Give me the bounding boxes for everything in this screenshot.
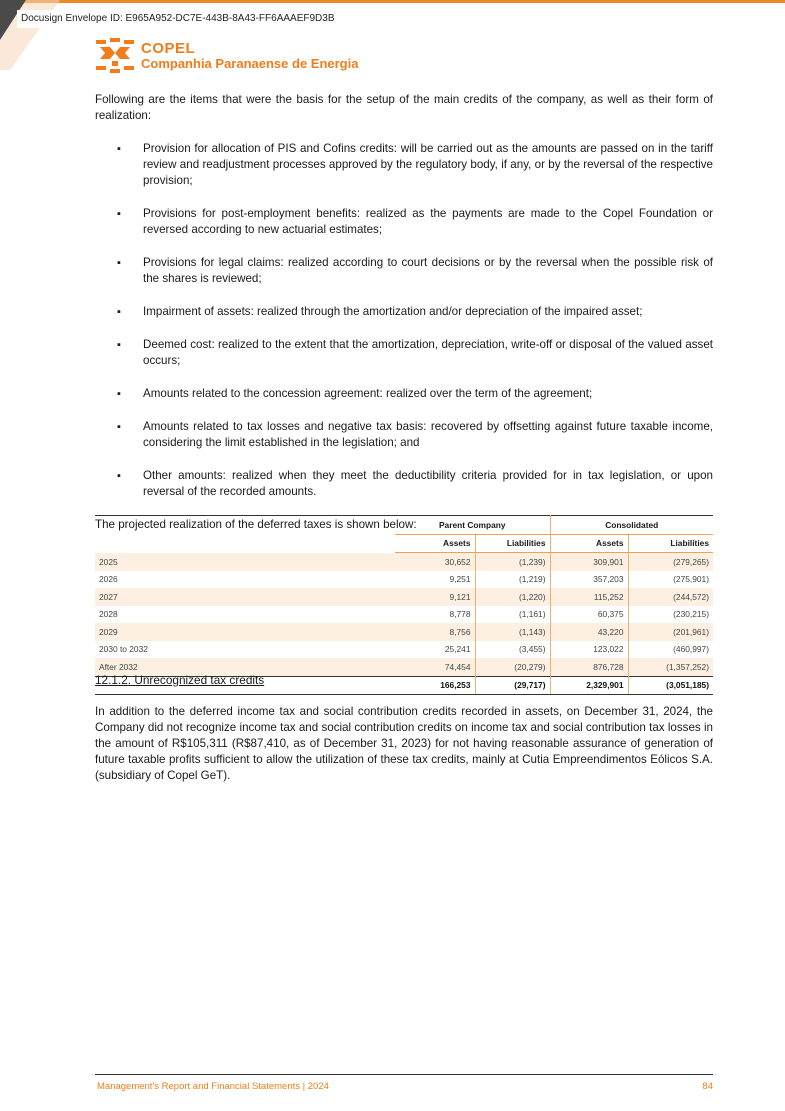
cell-consolidated-assets: 115,252 — [550, 588, 628, 606]
row-label: 2028 — [99, 609, 118, 620]
page-number: 84 — [702, 1081, 713, 1092]
cell-consolidated-liabilities: (460,997) — [673, 644, 709, 655]
list-item — [95, 419, 713, 451]
bullet-icon: ▪ — [117, 470, 121, 482]
list-item — [95, 386, 713, 402]
brand-full-name: Companhia Paranaense de Energia — [141, 56, 359, 71]
main-content — [95, 92, 713, 533]
section-title: 12.1.2. Unrecognized tax credits — [95, 673, 265, 687]
table-row — [95, 606, 713, 624]
list-item-text: Provisions for legal claims: realized according to court decisions or by the reversal when the possible risk of the shares is reviewed; — [143, 256, 713, 285]
col-parent-liabilities: Liabilities — [475, 534, 550, 553]
cell-parent-liabilities: (1,220) — [475, 588, 550, 606]
cell-parent-liabilities: (1,239) — [475, 553, 550, 571]
footer-title: Management's Report and Financial Statements | 2024 — [97, 1081, 329, 1092]
row-label: 2026 — [99, 574, 118, 585]
list-item — [95, 206, 713, 238]
list-item — [95, 255, 713, 287]
cell-parent-assets: 9,251 — [395, 571, 475, 589]
list-item-text: Provisions for post-employment benefits: realized as the payments are made to the Copel Foundation or reversed according to new actuarial estimates; — [143, 207, 713, 236]
total-consolidated-assets: 2,329,901 — [550, 676, 628, 695]
section-body: In addition to the deferred income tax and social contribution credits recorded in assets, on December 31, 2024, the Company did not recognize income tax and social contribution credits on income tax and social contribution tax losses in the amount of R$105,311 (R$87,410, as of December 31, 2023) for not having reasonable assurance of generation of future taxable profits sufficient to allow the utilization of these tax credits, mainly at Cutia Empreendimentos Eólicos S.A. (subsidiary of Copel GeT). — [95, 705, 713, 782]
cell-consolidated-assets: 876,728 — [550, 658, 628, 676]
deferred-taxes-table — [95, 515, 713, 695]
cell-consolidated-assets: 43,220 — [550, 623, 628, 641]
cell-parent-assets: 74,454 — [395, 658, 475, 676]
list-item-text: Amounts related to tax losses and negative tax basis: recovered by offsetting against future taxable income, considering the limit established in the legislation; and — [143, 420, 713, 449]
list-item — [95, 468, 713, 500]
cell-consolidated-assets: 357,203 — [550, 571, 628, 589]
cell-parent-liabilities: (1,143) — [475, 623, 550, 641]
list-item — [95, 141, 713, 189]
cell-parent-assets: 9,121 — [395, 588, 475, 606]
list-item — [95, 304, 713, 320]
bullet-icon: ▪ — [117, 339, 121, 351]
cell-parent-assets: 8,778 — [395, 606, 475, 624]
cell-parent-liabilities: (20,279) — [475, 658, 550, 676]
total-parent-assets: 166,253 — [395, 676, 475, 695]
cell-parent-liabilities: (1,161) — [475, 606, 550, 624]
bullet-icon: ▪ — [117, 388, 121, 400]
row-label: 2025 — [95, 553, 395, 571]
cell-consolidated-assets: 123,022 — [550, 641, 628, 659]
row-label: 2027 — [95, 588, 395, 606]
total-parent-liabilities: (29,717) — [475, 676, 550, 695]
total-consolidated-liabilities: (3,051,185) — [628, 676, 713, 695]
docusign-envelope-id: Docusign Envelope ID: E965A952-DC7E-443B-8A43-FF6AAAEF9D3B — [17, 10, 339, 28]
row-label: 2029 — [95, 623, 395, 641]
table-group-header — [95, 516, 713, 535]
intro-paragraph: Following are the items that were the basis for the setup of the main credits of the company, as well as their form of realization: — [95, 93, 713, 122]
cell-parent-assets: 8,756 — [395, 623, 475, 641]
table-column-header — [95, 534, 713, 553]
cell-consolidated-liabilities: (1,357,252) — [628, 658, 713, 676]
bullet-icon: ▪ — [117, 208, 121, 220]
brand-name: COPEL — [141, 40, 196, 57]
credits-list — [95, 141, 713, 500]
row-label: 2030 to 2032 — [99, 644, 148, 655]
list-item-text: Impairment of assets: realized through the amortization and/or depreciation of the impaired asset; — [143, 305, 643, 318]
list-item-text: Amounts related to the concession agreement: realized over the term of the agreement; — [143, 387, 593, 400]
cell-consolidated-liabilities: (230,215) — [673, 609, 709, 620]
col-consolidated-assets: Assets — [550, 534, 628, 553]
table-row — [95, 553, 713, 571]
list-item-text: Provision for allocation of PIS and Cofins credits: will be carried out as the amounts are passed on in the tariff review and readjustment processes approved by the regulatory body, if any, or by the reversal of the respective provision; — [143, 142, 713, 187]
table-row — [95, 641, 713, 659]
cell-parent-assets: 30,652 — [395, 553, 475, 571]
cell-consolidated-liabilities: (275,901) — [673, 574, 709, 585]
cell-parent-liabilities: (1,219) — [475, 571, 550, 589]
group-consolidated: Consolidated — [550, 516, 713, 535]
cell-consolidated-liabilities: (201,961) — [628, 623, 713, 641]
cell-parent-assets: 25,241 — [395, 641, 475, 659]
list-item-text: Other amounts: realized when they meet the deductibility criteria provided for in tax legislation, or upon reversal of the recorded amounts. — [143, 469, 713, 498]
copel-logo-icon — [96, 38, 134, 74]
cell-consolidated-assets: 309,901 — [550, 553, 628, 571]
cell-parent-liabilities: (3,455) — [475, 641, 550, 659]
col-consolidated-liabilities: Liabilities — [628, 534, 713, 553]
cell-consolidated-assets: 60,375 — [550, 606, 628, 624]
group-parent-company: Parent Company — [395, 516, 550, 535]
table-intro: The projected realization of the deferred taxes is shown below: — [95, 518, 417, 531]
cell-consolidated-liabilities: (244,572) — [628, 588, 713, 606]
row-label: After 2032 — [95, 658, 395, 676]
list-item — [95, 337, 713, 369]
bullet-icon: ▪ — [117, 143, 121, 155]
bullet-icon: ▪ — [117, 257, 121, 269]
cell-consolidated-liabilities: (279,265) — [628, 553, 713, 571]
copel-logo — [96, 38, 358, 74]
table-row — [95, 588, 713, 606]
bullet-icon: ▪ — [117, 306, 121, 318]
table-row — [95, 623, 713, 641]
col-parent-assets: Assets — [395, 534, 475, 553]
list-item-text: Deemed cost: realized to the extent that the amortization, depreciation, write-off or disposal of the valued asset occurs; — [143, 338, 713, 367]
table-row — [95, 571, 713, 589]
bullet-icon: ▪ — [117, 421, 121, 433]
top-accent-bar — [0, 0, 785, 3]
footer-divider — [95, 1074, 713, 1075]
